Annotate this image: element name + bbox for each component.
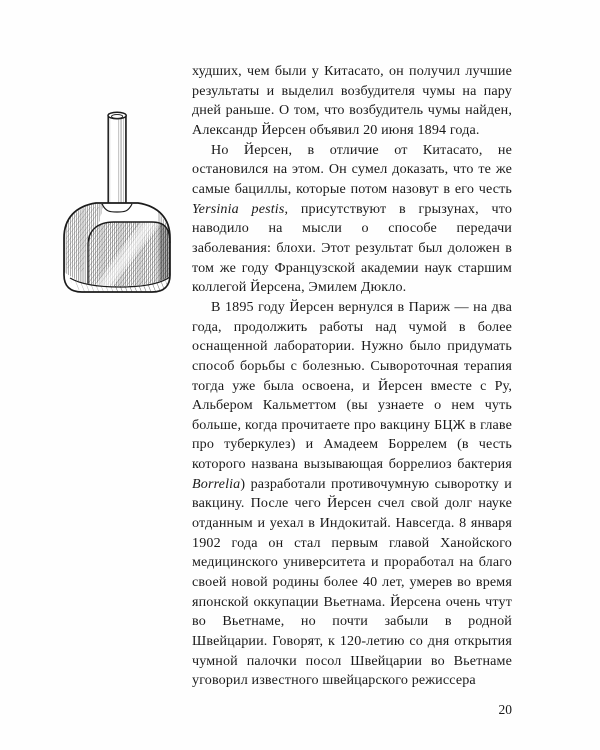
body-text-column [192,62,512,691]
paragraph [192,141,512,298]
text-run: , присутствуют в грызунах, что наводило на мысли о способе передачи заболевания: блохи. Этот результат был доложен в том же году Французской академии наук старшим коллегой Йерсена, Эмилем Дюкло. [192,200,513,296]
text-run: худших, чем были у Китасато, он получил лучшие результаты и выделил возбудителя чумы на пару дней раньше. О том, что возбудитель чумы найден, Александр Йерсен объявил 20 июня 1894 года. [192,63,512,138]
text-run: В 1895 году Йерсен вернулся в Париж — на два года, продолжить работы над чумой в более оснащенной лаборатории. Нужно было придумать способ борьбы с болезнью. Сывороточная терапия тогда уже была освоена, и Йерсен вместе с Ру, Альбером Кальметтом (вы узнаете о нем чуть больше, когда прочитаете про вакцину БЦЖ в главе про туберкулез) и Амадеем Боррелем (в честь которого названа вызывающая боррелиоз бактерия [192,298,512,473]
page-number: 20 [498,702,512,717]
flask-neck [108,112,127,212]
paragraph [192,62,512,141]
paragraph [192,298,512,691]
text-run: ) разработали противочумную сыворотку и вакцину. После чего Йерсен счел свой долг науке отданным и уехал в Индокитай. Навсегда. 8 января 1902 года он стал первым главой Ханойского медицинского университета и проработал на благо своей новой родины более 40 лет, умерев во время японской оккупации Вьетнама. Йерсена очень чтут во Вьетнаме, но почти забыли в родной Швейцарии. Говорят, к 120-летию со дня открытия чумной палочки посол Швейцарии во Вьетнаме уговорил известного швейцарского режиссера [192,475,512,689]
flask-illustration [40,100,190,340]
flask-body [64,203,180,296]
text-run: Но Йерсен, в отличие от Китасато, не остановился на этом. Он сумел доказать, что те же самые бациллы, которые потом назовут в его честь [192,141,512,197]
italic-term: Borrelia [192,475,241,492]
italic-term: Yersinia pestis [192,200,285,217]
